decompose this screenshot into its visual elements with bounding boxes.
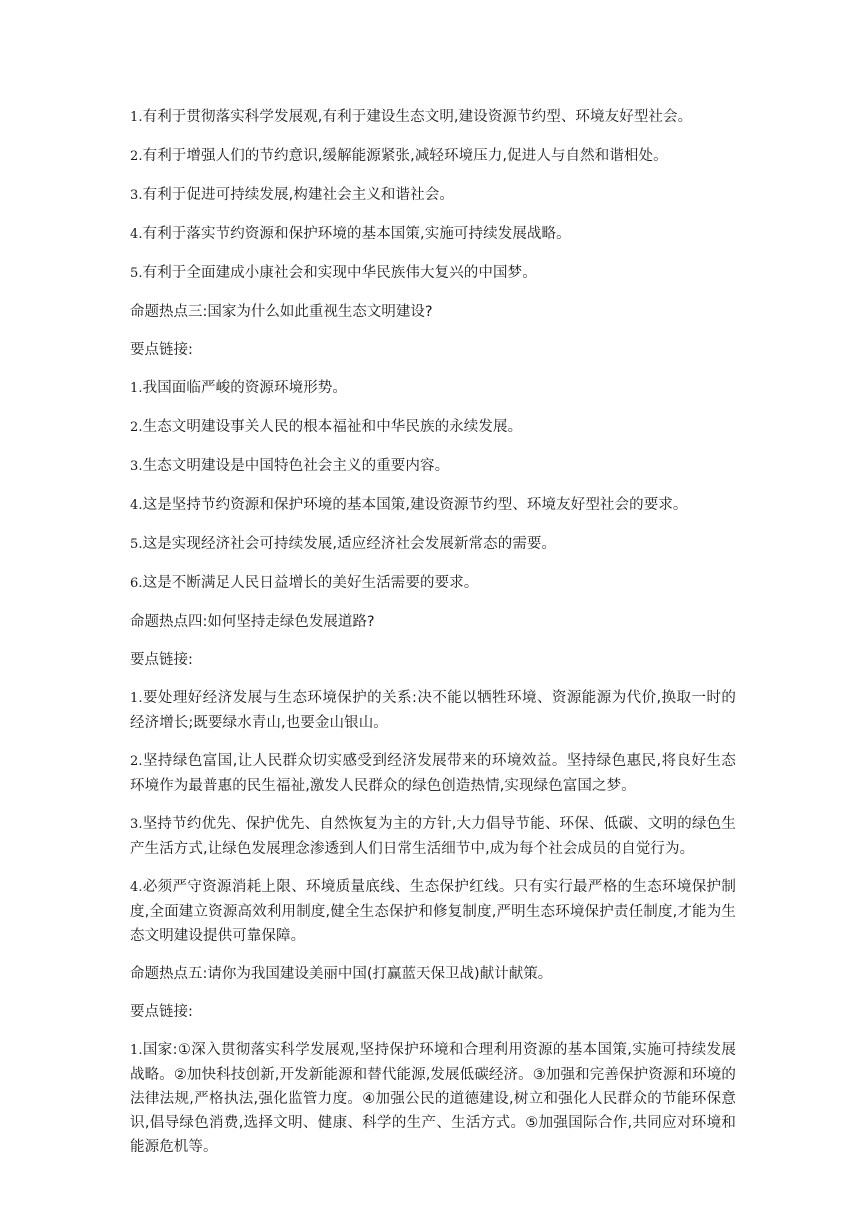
item-number: 4. [130,498,143,513]
item-text: 坚持节约优先、保护优先、自然恢复为主的方针,大力倡导节能、环保、低碳、文明的绿色生产生活方式,让绿色发展理念渗透到人们日常生活细节中,成为每个社会成员的自觉行为。 [130,816,736,857]
item-text: 要点链接: [130,652,193,668]
item-text: 国家:①深入贯彻落实科学发展观,坚持保护环境和合理利用资源的基本国策,实施可持续发展战略。②加快科技创新,开发新能源和替代能源,发展低碳经济。③加强和完善保护资源和环境的法律法规,严格执法,强化监管力度。④加强公民的道德建设,树立和强化人民群众的节能环保意识,倡导绿色消费,选择文明、健康、科学的生产、生活方式。⑤加强国际合作,共同应对环境和能源危机等。 [130,1042,736,1155]
section-heading [130,648,736,672]
section-heading [130,338,736,362]
item-text: 这是坚持节约资源和保护环境的基本国策,建设资源节约型、环境友好型社会的要求。 [142,497,688,513]
list-item [130,749,736,798]
item-number: 3. [130,188,143,203]
item-text: 生态文明建设事关人民的根本福祉和中华民族的永续发展。 [142,419,523,435]
list-item [130,686,736,735]
item-number: 5. [130,537,143,552]
section-heading [130,300,736,324]
list-item [130,415,736,440]
item-number: 5. [130,266,143,281]
list-item [130,144,736,169]
list-item [130,105,736,130]
item-number: 1. [130,691,143,706]
item-number: 1. [130,381,143,396]
item-number: 2. [130,754,143,769]
item-text: 命题热点三:国家为什么如此重视生态文明建设? [130,304,433,320]
item-number: 4. [130,227,143,242]
list-item [130,493,736,518]
item-text: 坚持绿色富国,让人民群众切实感受到经济发展带来的环境效益。坚持绿色惠民,将良好生态环境作为最普惠的民生福祉,激发人民群众的绿色创造热情,实现绿色富国之梦。 [130,753,736,794]
item-number: 3. [130,817,143,832]
section-heading [130,610,736,634]
list-item [130,532,736,557]
item-text: 命题热点四:如何坚持走绿色发展道路? [130,614,375,630]
item-text: 要点链接: [130,1004,193,1020]
item-text: 有利于增强人们的节约意识,缓解能源紧张,减轻环境压力,促进人与自然和谐相处。 [142,148,668,164]
item-number: 2. [130,149,143,164]
item-text: 这是实现经济社会可持续发展,适应经济社会发展新常态的需要。 [142,536,557,552]
list-item [130,875,736,948]
item-text: 要点链接: [130,342,193,358]
item-text: 命题热点五:请你为我国建设美丽中国(打赢蓝天保卫战)献计献策。 [130,966,553,982]
list-item [130,1038,736,1159]
list-item [130,812,736,861]
list-item [130,454,736,479]
item-number: 3. [130,459,143,474]
item-number: 1. [130,110,143,125]
item-text: 生态文明建设是中国特色社会主义的重要内容。 [142,458,450,474]
section-heading [130,962,736,986]
list-item [130,571,736,596]
list-item [130,376,736,401]
item-text: 必须严守资源消耗上限、环境质量底线、生态保护红线。只有实行最严格的生态环境保护制度,全面建立资源高效利用制度,健全生态保护和修复制度,严明生态环境保护责任制度,才能为生态文明建设提供可靠保障。 [130,879,736,944]
item-number: 6. [130,576,143,591]
item-text: 这是不断满足人民日益增长的美好生活需要的要求。 [142,575,479,591]
list-item [130,261,736,286]
item-text: 有利于全面建成小康社会和实现中华民族伟大复兴的中国梦。 [142,265,537,281]
item-text: 我国面临严峻的资源环境形势。 [142,380,348,396]
item-text: 有利于促进可持续发展,构建社会主义和谐社会。 [142,187,454,203]
item-number: 1. [130,1043,143,1058]
section-heading [130,1000,736,1024]
item-number: 4. [130,880,143,895]
item-number: 2. [130,420,143,435]
list-item [130,222,736,247]
item-text: 有利于落实节约资源和保护环境的基本国策,实施可持续发展战略。 [142,226,571,242]
item-text: 要处理好经济发展与生态环境保护的关系:决不能以牺牲环境、资源能源为代价,换取一时的经济增长;既要绿水青山,也要金山银山。 [130,690,736,731]
list-item [130,183,736,208]
item-text: 有利于贯彻落实科学发展观,有利于建设生态文明,建设资源节约型、环境友好型社会。 [142,109,693,125]
